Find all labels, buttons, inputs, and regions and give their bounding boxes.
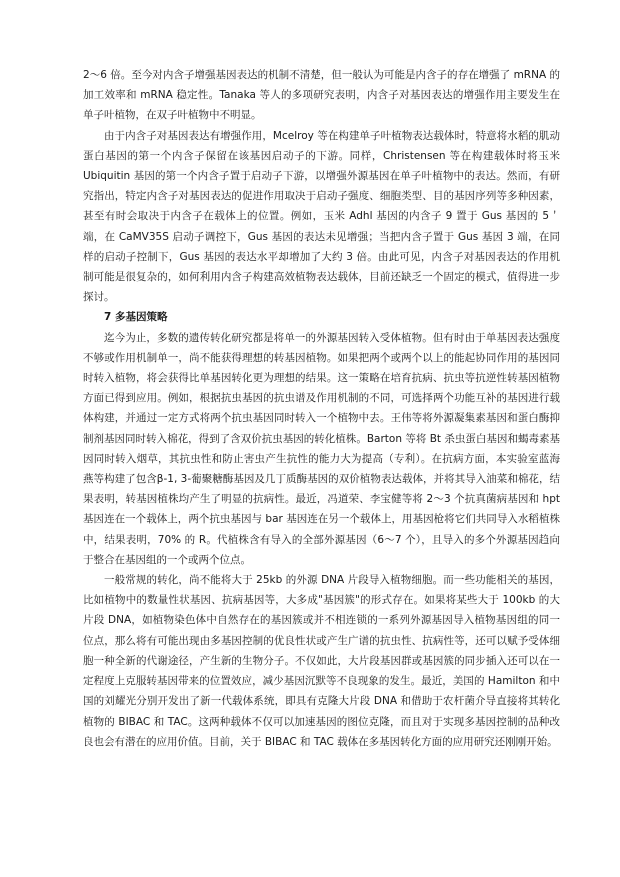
paragraph-multigene-strategy: 迄今为止，多数的遗传转化研究都是将单一的外源基因转入受体植物。但有时由于单基因表达强度不够或作用机制单一，尚不能获得理想的转基因植物。如果把两个或两个以上的能起协同作用的基因同时转入植物，将会获得比单基因转化更为理想的结果。这一策略在培育抗病、抗虫等抗逆性转基因植物方面已得到应用。例如，根据抗虫基因的抗虫谱及作用机制的不同，可选择两个功能互补的基因进行载体构建，并通过一定方式将两个抗虫基因同时转入一个植物中去。王伟等将外源凝集素基因和蛋白酶抑制剂基因同时转入棉花，得到了含双价抗虫基因的转化植株。Barton 等将 Bt 杀虫蛋白基因和蝎毒素基因同时转入烟草，其抗虫性和防止害虫产生抗性的能力大为提高（专利）。在抗病方面，本实验室蓝海燕等构建了包含β-1, 3-葡聚糖酶基因及几丁质酶基因的双价植物表达载体，并将其导入油菜和棉花，结果表明，转基因植株均产生了明显的抗病性。最近，冯道荣、李宝健等将 2～3 个抗真菌病基因和 hpt 基因连在一个载体上，两个抗虫基因与 bar 基因连在另一个载体上，用基因枪将它们共同导入水稻植株中，结果表明，70% 的 R。代植株含有导入的全部外源基因（6～7 个），且导入的多个外源基因趋向于整合在基因组的一个或两个位点。 (83, 331, 560, 566)
paragraph-intron-mechanism: 2～6 倍。至今对内含子增强基因表达的机制不清楚，但一般认为可能是内含子的存在增强了 mRNA 的加工效率和 mRNA 稳定性。Tanaka 等人的多项研究表明，内含子对基因表达的增强作用主要发生在单子叶植物，在双子叶植物中不明显。 (83, 69, 560, 122)
body-text (83, 65, 560, 752)
paragraph-intron-vectors: 由于内含子对基因表达有增强作用，Mcelroy 等在构建单子叶植物表达载体时，特意将水稻的肌动蛋白基因的第一个内含子保留在该基因启动子的下游。同样，Christensen 等在构建载体时将玉米 Ubiquitin 基因的第一个内含子置于启动子下游，以增强外源基因在单子叶植物中的表达。然而，有研究指出，特定内含子对基因表达的促进作用取决于启动子强度、细胞类型、目的基因序列等多种因素，甚至有时会取决于内含子在载体上的位置。例如，玉米 Adhl 基因的内含子 9 置于 Gus 基因的 5＇端，在 CaMV35S 启动子调控下，Gus 基因的表达未见增强；当把内含子置于 Gus 基因 3 端，在同样的启动子控制下，Gus 基因的表达水平却增加了大约 3 倍。由此可见，内含子对基因表达的作用机制可能是很复杂的，如何利用内含子构建高效植物表达载体，目前还缺乏一个固定的模式，值得进一步探讨。 (83, 129, 560, 304)
section-heading-multigene: 7 多基因策略 (104, 311, 168, 324)
paragraph-large-dna-fragments: 一般常规的转化，尚不能将大于 25kb 的外源 DNA 片段导入植物细胞。而一些功能相关的基因，比如植物中的数量性状基因、抗病基因等，大多成"基因簇"的形式存在。如果将某些大于 100kb 的大片段 DNA，如植物染色体中自然存在的基因簇或并不相连锁的一系列外源基因导入植物基因组的同一位点，那么将有可能出现由多基因控制的优良性状或产生广谱的抗虫性、抗病性等，还可以赋予受体细胞一种全新的代谢途径，产生新的生物分子。不仅如此，大片段基因群或基因簇的同步插入还可以在一定程度上克服转基因带来的位置效应，减少基因沉默等不良现象的发生。最近，美国的 Hamilton 和中国的刘耀光分别开发出了新一代载体系统，即具有克隆大片段 DNA 和借助于农杆菌介导直接将其转化植物的 BIBAC 和 TAC。这两种载体不仅可以加速基因的图位克隆，而且对于实现多基因控制的品种改良也会有潜在的应用价值。目前，关于 BIBAC 和 TAC 载体在多基因转化方面的应用研究还刚刚开始。 (83, 574, 560, 748)
